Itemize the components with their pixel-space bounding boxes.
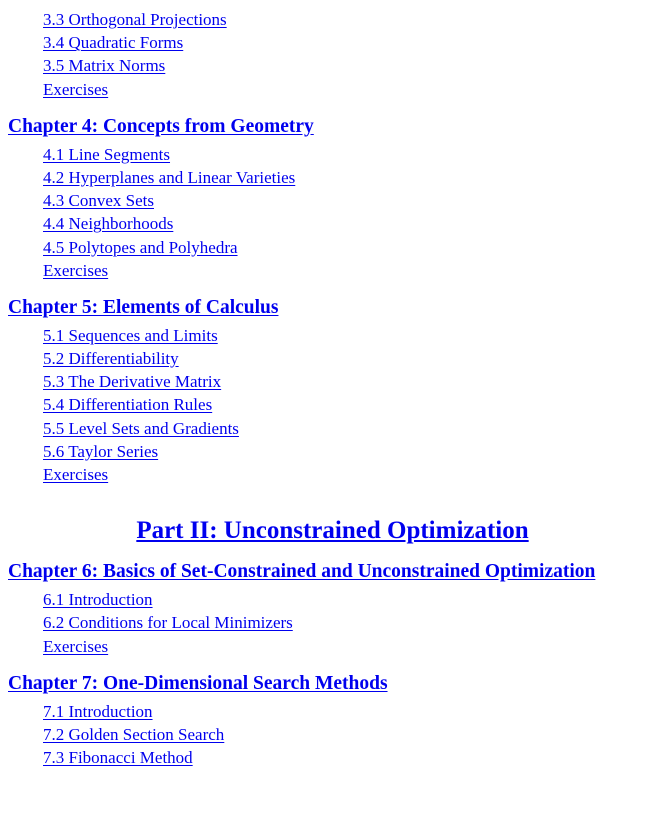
list-item xyxy=(43,259,665,282)
section-link-chapter5-exercises[interactable]: Exercises xyxy=(43,465,109,484)
chapter6-title-link[interactable]: Chapter 6: Basics of Set-Constrained and Unconstrained Optimization xyxy=(8,561,596,583)
list-item xyxy=(43,8,665,31)
section-link-4-1[interactable]: 4.1 Line Segments xyxy=(43,144,171,164)
chapter6-block xyxy=(0,560,665,658)
list-item xyxy=(43,700,665,723)
section-link-3-5[interactable]: 3.5 Matrix Norms xyxy=(43,56,166,76)
section-link-7-1[interactable]: 7.1 Introduction xyxy=(43,701,153,721)
section-link-chapter4-exercises[interactable]: Exercises xyxy=(43,260,109,280)
chapter3-section-list xyxy=(0,8,665,101)
chapter7-section-list xyxy=(0,700,665,770)
section-link-5-2[interactable]: 5.2 Differentiability xyxy=(43,349,179,369)
list-item xyxy=(43,347,665,370)
section-link-5-1[interactable]: 5.1 Sequences and Limits xyxy=(43,325,218,345)
section-link-5-5[interactable]: 5.5 Level Sets and Gradients xyxy=(43,418,239,438)
section-link-5-6[interactable]: 5.6 Taylor Series xyxy=(43,441,159,461)
part2-heading xyxy=(0,516,665,546)
list-item xyxy=(43,440,665,463)
list-item xyxy=(43,78,665,101)
section-link-7-3[interactable]: 7.3 Fibonacci Method xyxy=(43,748,193,768)
list-item xyxy=(43,417,665,440)
list-item xyxy=(43,236,665,259)
list-item xyxy=(43,54,665,77)
chapter5-heading xyxy=(0,296,665,320)
list-item xyxy=(43,166,665,189)
chapter7-title-link[interactable]: Chapter 7: One-Dimensional Search Methods xyxy=(8,672,388,694)
section-link-chapter6-exercises[interactable]: Exercises xyxy=(43,636,109,656)
list-item xyxy=(43,370,665,393)
section-link-4-5[interactable]: 4.5 Polytopes and Polyhedra xyxy=(43,237,238,257)
chapter6-section-list xyxy=(0,588,665,658)
chapter5-title-link[interactable]: Chapter 5: Elements of Calculus xyxy=(8,296,279,318)
chapter7-block xyxy=(0,672,665,770)
list-item xyxy=(43,212,665,235)
section-link-3-4[interactable]: 3.4 Quadratic Forms xyxy=(43,33,184,53)
chapter5-section-list xyxy=(0,324,665,486)
list-item xyxy=(43,31,665,54)
section-link-7-2[interactable]: 7.2 Golden Section Search xyxy=(43,724,225,744)
section-link-5-4[interactable]: 5.4 Differentiation Rules xyxy=(43,395,213,415)
section-link-4-2[interactable]: 4.2 Hyperplanes and Linear Varieties xyxy=(43,167,296,187)
section-link-5-3[interactable]: 5.3 The Derivative Matrix xyxy=(43,372,222,392)
chapter5-block xyxy=(0,296,665,486)
chapter4-heading xyxy=(0,115,665,139)
chapter4-title-link[interactable]: Chapter 4: Concepts from Geometry xyxy=(8,115,314,137)
chapter4-section-list xyxy=(0,143,665,282)
section-link-4-4[interactable]: 4.4 Neighborhoods xyxy=(43,214,174,234)
chapter7-heading xyxy=(0,672,665,696)
list-item xyxy=(43,723,665,746)
list-item xyxy=(43,393,665,416)
list-item xyxy=(43,189,665,212)
section-link-4-3[interactable]: 4.3 Convex Sets xyxy=(43,191,154,211)
list-item xyxy=(43,463,665,486)
section-link-6-1[interactable]: 6.1 Introduction xyxy=(43,590,153,610)
part2-block xyxy=(0,516,665,546)
list-item xyxy=(43,588,665,611)
chapter6-heading xyxy=(0,560,665,584)
list-item xyxy=(43,746,665,769)
section-link-3-3[interactable]: 3.3 Orthogonal Projections xyxy=(43,10,227,29)
section-link-chapter3-exercises[interactable]: Exercises xyxy=(43,79,109,99)
chapter4-block xyxy=(0,115,665,282)
part2-title-link[interactable]: Part II: Unconstrained Optimization xyxy=(136,517,529,545)
list-item xyxy=(43,611,665,634)
section-link-6-2[interactable]: 6.2 Conditions for Local Minimizers xyxy=(43,613,293,633)
list-item xyxy=(43,143,665,166)
list-item xyxy=(43,324,665,347)
list-item xyxy=(43,635,665,658)
